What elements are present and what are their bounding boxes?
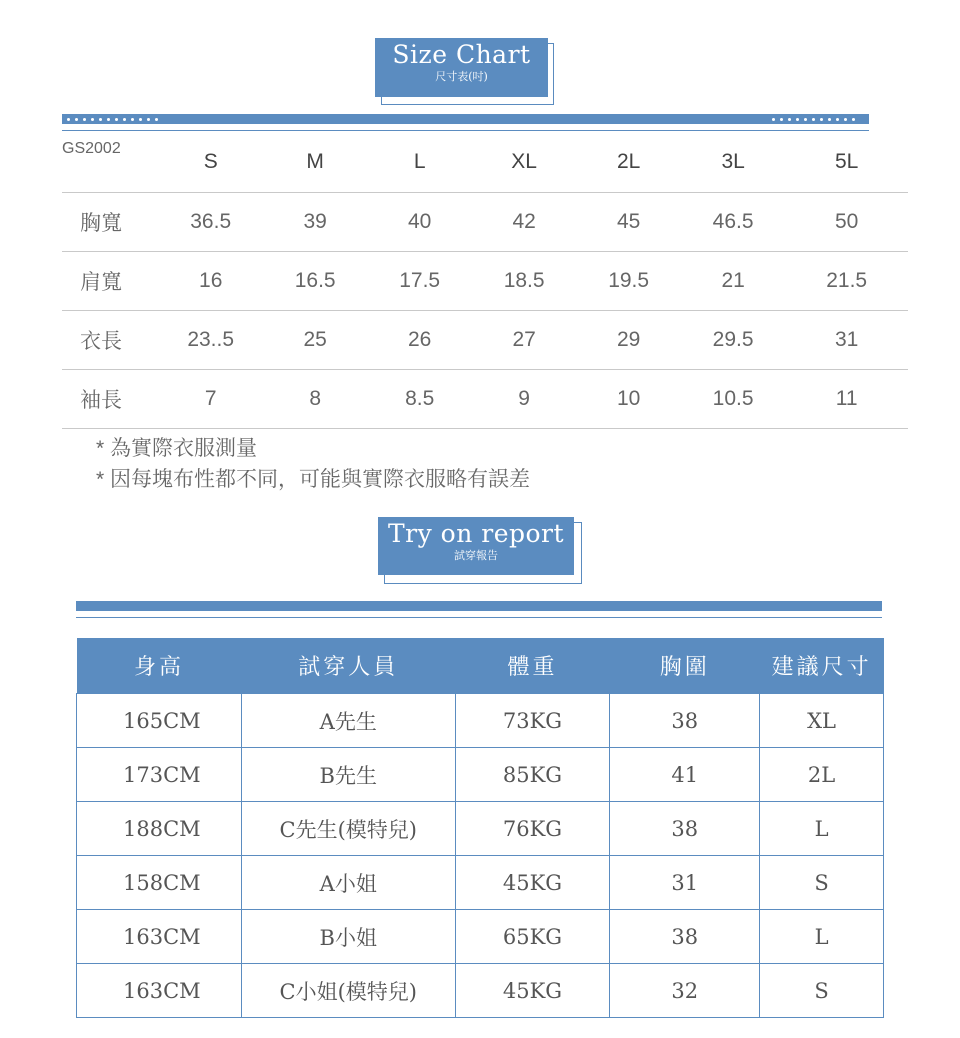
row-label: 袖長 [62,370,158,429]
table-row [77,694,884,748]
try-on-badge [378,517,574,575]
size-chart-badge [375,38,548,97]
cell-chest: 38 [610,694,760,748]
table-row [77,964,884,1018]
cell-tester: A小姐 [241,856,455,910]
size-cell: 10 [576,370,680,429]
table-row [77,910,884,964]
size-cell: 36.5 [158,193,262,252]
cell-chest: 31 [610,856,760,910]
size-cell: 21 [681,252,785,311]
size-cell: 16 [158,252,262,311]
cell-weight: 45KG [455,856,610,910]
size-row-length [62,311,908,370]
size-cell: 29 [576,311,680,370]
try-on-header-row [77,638,884,694]
row-label: 肩寬 [62,252,158,311]
size-row-sleeve [62,370,908,429]
size-cell: 16.5 [263,252,367,311]
size-header: 5L [785,132,908,193]
header-weight: 體重 [455,638,610,694]
size-cell: 31 [785,311,908,370]
cell-tester: C先生(模特兒) [241,802,455,856]
size-cell: 21.5 [785,252,908,311]
model-code: GS2002 [62,132,158,193]
header-chest: 胸圍 [610,638,760,694]
header-height: 身高 [77,638,242,694]
cell-chest: 38 [610,802,760,856]
cell-height: 163CM [77,910,242,964]
size-cell: 8.5 [367,370,471,429]
row-label: 衣長 [62,311,158,370]
cell-weight: 45KG [455,964,610,1018]
cell-weight: 73KG [455,694,610,748]
size-cell: 9 [472,370,576,429]
cell-size: XL [760,694,884,748]
cell-chest: 32 [610,964,760,1018]
size-cell: 50 [785,193,908,252]
cell-chest: 41 [610,748,760,802]
size-chart-band [62,114,869,124]
cell-tester: A先生 [241,694,455,748]
cell-size: L [760,802,884,856]
size-row-chest [62,193,908,252]
cell-tester: B小姐 [241,910,455,964]
dots-right-decoration [772,114,855,124]
note-line: * 因每塊布性都不同，可能與實際衣服略有誤差 [96,468,531,491]
try-on-title: Try on report [387,519,565,548]
cell-size: 2L [760,748,884,802]
size-cell: 23..5 [158,311,262,370]
try-on-table [76,638,884,1018]
size-chart-divider [62,130,869,131]
size-header: M [263,132,367,193]
size-cell: 17.5 [367,252,471,311]
size-cell: 42 [472,193,576,252]
size-chart-title: Size Chart [392,40,531,69]
cell-height: 165CM [77,694,242,748]
cell-weight: 76KG [455,802,610,856]
cell-weight: 85KG [455,748,610,802]
try-on-band [76,601,882,611]
table-row [77,748,884,802]
size-header: XL [472,132,576,193]
cell-height: 188CM [77,802,242,856]
size-cell: 10.5 [681,370,785,429]
size-cell: 26 [367,311,471,370]
size-cell: 8 [263,370,367,429]
cell-height: 163CM [77,964,242,1018]
size-header: L [367,132,471,193]
size-header: S [158,132,262,193]
size-cell: 7 [158,370,262,429]
header-tester: 試穿人員 [241,638,455,694]
size-notes [96,433,530,495]
size-cell: 25 [263,311,367,370]
table-row [77,856,884,910]
note-line: * 為實際衣服測量 [96,437,258,460]
row-label: 胸寬 [62,193,158,252]
size-cell: 29.5 [681,311,785,370]
size-cell: 27 [472,311,576,370]
size-row-shoulder [62,252,908,311]
header-suggested-size: 建議尺寸 [760,638,884,694]
cell-tester: C小姐(模特兒) [241,964,455,1018]
cell-size: L [760,910,884,964]
size-cell: 39 [263,193,367,252]
dots-left-decoration [67,114,158,124]
size-cell: 18.5 [472,252,576,311]
size-cell: 40 [367,193,471,252]
size-header: 3L [681,132,785,193]
cell-chest: 38 [610,910,760,964]
size-chart-subtitle: 尺寸表(吋) [435,70,488,83]
size-cell: 11 [785,370,908,429]
cell-size: S [760,856,884,910]
size-header: 2L [576,132,680,193]
size-header-row [62,132,908,193]
size-cell: 45 [576,193,680,252]
cell-height: 173CM [77,748,242,802]
cell-height: 158CM [77,856,242,910]
table-row [77,802,884,856]
size-chart-table [62,132,908,429]
size-cell: 19.5 [576,252,680,311]
cell-tester: B先生 [241,748,455,802]
try-on-subtitle: 試穿報告 [454,549,498,562]
size-cell: 46.5 [681,193,785,252]
cell-weight: 65KG [455,910,610,964]
try-on-divider [76,617,882,618]
cell-size: S [760,964,884,1018]
